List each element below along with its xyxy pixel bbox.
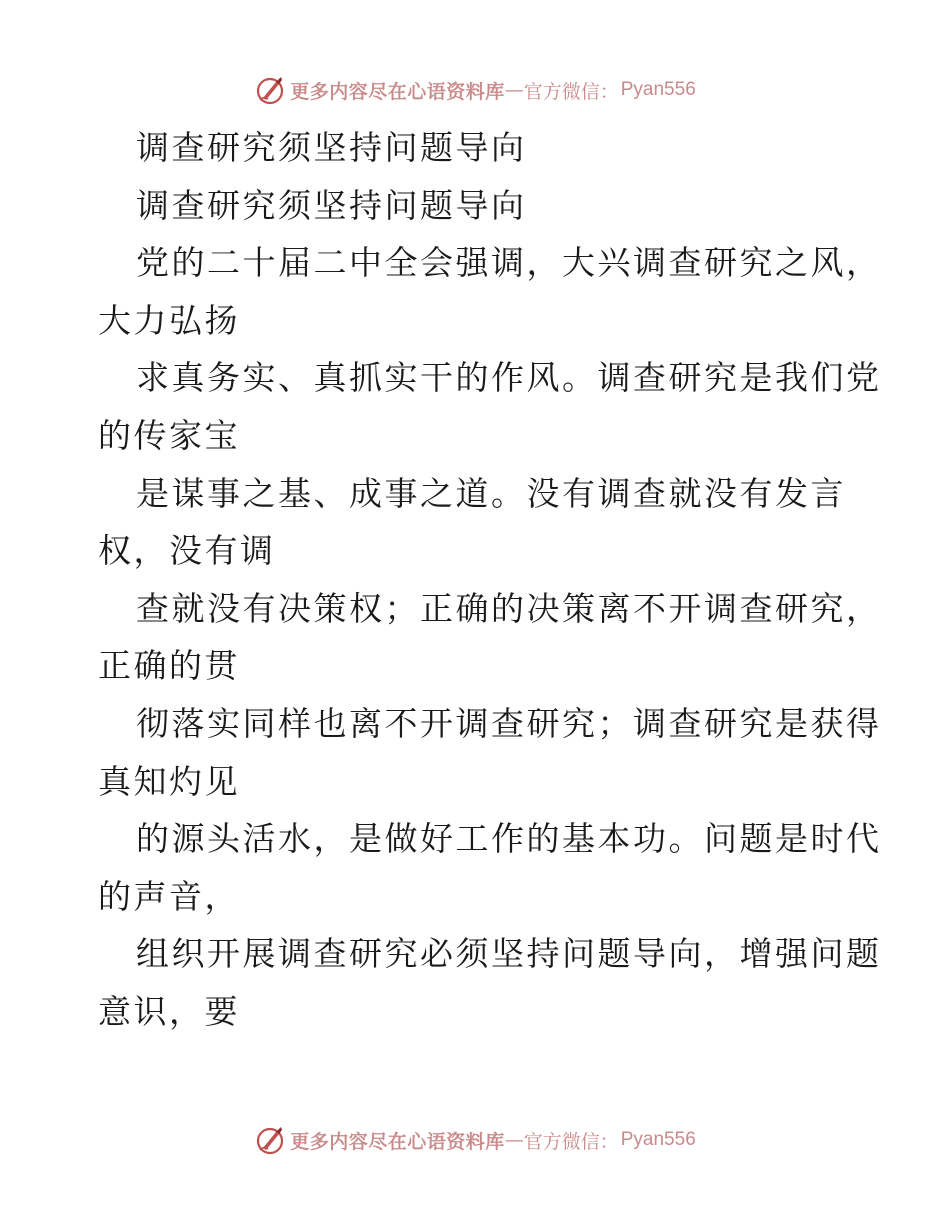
banner-main-text: 更多内容尽在心语资料库: [290, 80, 505, 103]
paragraph-line: 大力弘扬: [98, 300, 240, 340]
paragraph-line: 求真务实、真抓实干的作风。调查研究是我们党: [136, 358, 882, 398]
document-subtitle: 调查研究须坚持问题导向: [136, 185, 527, 225]
paragraph-line: 是谋事之基、成事之道。没有调查就没有发言: [136, 473, 846, 513]
banner-dash: —: [504, 1129, 524, 1151]
banner-dash: —: [504, 79, 524, 101]
footer-watermark-banner: [0, 1120, 950, 1160]
banner-wechat-id: Pyan556: [620, 1129, 696, 1150]
paragraph-line: 真知灼见: [98, 761, 240, 801]
paragraph-line: 权，没有调: [98, 531, 276, 571]
document-title: 调查研究须坚持问题导向: [136, 128, 527, 167]
paragraph-line: 查就没有决策权；正确的决策离不开调查研究，: [136, 588, 882, 628]
document-body: [98, 119, 882, 1041]
paragraph-line: 的源头活水，是做好工作的基本功。问题是时代: [136, 819, 882, 859]
paragraph-line: 党的二十届二中全会强调，大兴调查研究之风，: [136, 243, 882, 283]
banner-wechat-label: 官方微信：: [523, 80, 619, 103]
paragraph-line: 的传家宝: [98, 415, 240, 455]
banner-main-text: 更多内容尽在心语资料库: [290, 1130, 505, 1153]
quill-logo-icon: [254, 1124, 286, 1156]
quill-logo-icon: [254, 74, 286, 106]
paragraph-line: 正确的贯: [98, 646, 240, 686]
header-watermark-banner: [0, 70, 950, 110]
paragraph-line: 组织开展调查研究必须坚持问题导向，增强问题: [136, 934, 882, 974]
banner-wechat-id: Pyan556: [620, 79, 696, 100]
paragraph-line: 彻落实同样也离不开调查研究；调查研究是获得: [136, 703, 882, 743]
paragraph-line: 意识，要: [98, 991, 240, 1031]
banner-wechat-label: 官方微信：: [523, 1130, 619, 1153]
paragraph-line: 的声音，: [98, 876, 240, 916]
